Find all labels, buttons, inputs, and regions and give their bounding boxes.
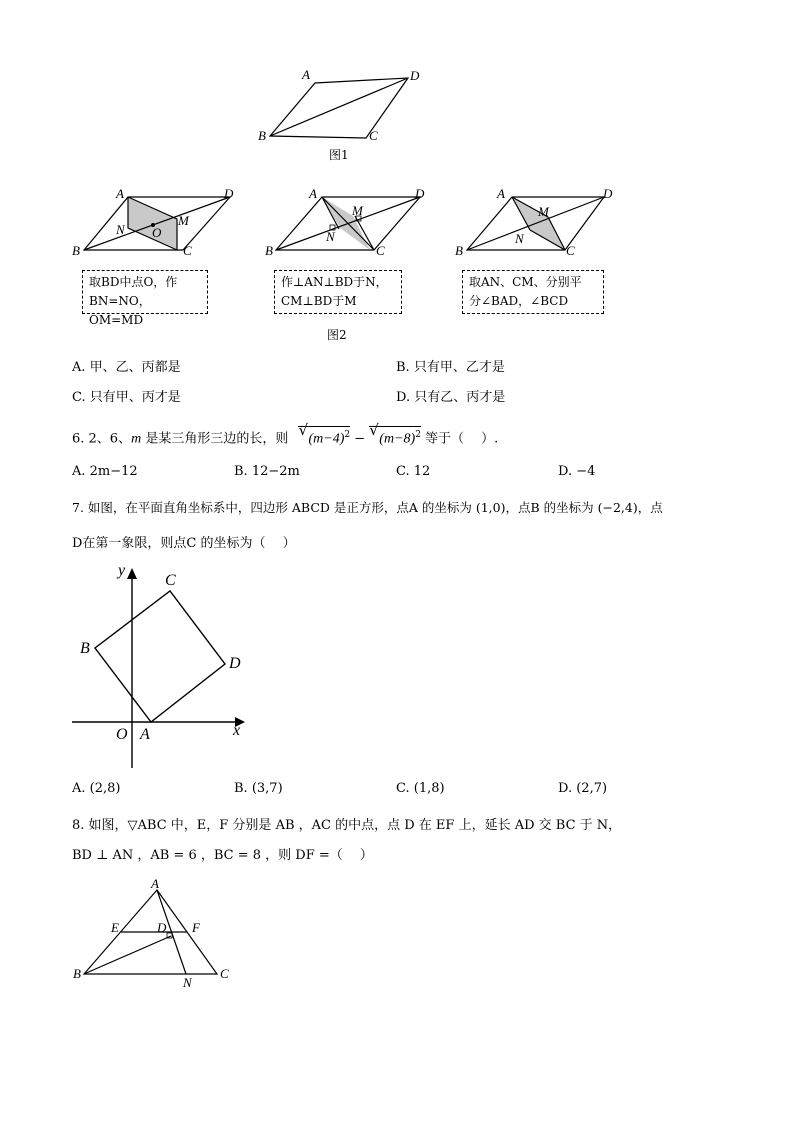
- q7-label-c: C: [165, 572, 176, 589]
- q7-label-b: B: [80, 640, 90, 657]
- fig2-box-bing-line2: 分∠BAD，∠BCD: [469, 294, 569, 308]
- fig2-box-bing-line1: 取AN、CM、分别平: [469, 275, 582, 289]
- q6-minus: −: [354, 431, 366, 447]
- fig2a-label-n: N: [116, 222, 125, 237]
- fig2b-label-d: D: [415, 186, 425, 201]
- fig2-box-jia-line2: BN=NO，OM=MD: [89, 294, 151, 327]
- fig1-label-c: C: [369, 128, 378, 143]
- q6-m: m: [131, 431, 142, 447]
- fig2a-label-m: M: [178, 213, 189, 228]
- fig1-label-a: A: [302, 67, 310, 82]
- q7-option-b: B. (3,7): [234, 781, 283, 796]
- q6-mid: 是某三角形三边的长，则: [141, 431, 289, 447]
- fig2-box-jia-line1: 取BD中点O，作: [89, 275, 178, 289]
- fig2-box-yi-line1: 作⊥AN⊥BD于N，: [281, 275, 388, 289]
- q6-prefix: 6. 2、6、: [72, 431, 132, 447]
- q7-option-a: A. (2,8): [72, 781, 121, 796]
- fig2-box-yi-line2: CM⊥BD于M: [281, 294, 357, 308]
- fig1-label-d: D: [410, 68, 420, 83]
- q8-line2: BD ⊥ AN ，AB = 6 ，BC = 8 ，则 DF =（ ）: [72, 848, 373, 863]
- figure-1-caption: 图1: [329, 148, 349, 162]
- fig1-label-b: B: [258, 128, 266, 143]
- fig2c-label-a: A: [497, 186, 505, 201]
- q8-label-f: F: [192, 920, 200, 935]
- q6-rad1-sq: 2: [344, 430, 351, 440]
- q6-rad2-sq: 2: [415, 430, 421, 440]
- fig2a-label-o: O: [152, 225, 162, 240]
- q8-label-d: D: [157, 920, 167, 935]
- fig2c-label-d: D: [603, 186, 613, 201]
- q7-option-c: C. (1,8): [396, 781, 445, 796]
- fig2c-label-n: N: [515, 231, 524, 246]
- q8-label-a: A: [151, 876, 159, 891]
- fig2b-label-m: M: [352, 203, 363, 218]
- q6-rad1-expr: (m−4): [308, 431, 345, 447]
- q5-option-d: D. 只有乙、丙才是: [396, 390, 506, 405]
- fig2b-label-c: C: [376, 243, 385, 258]
- q7-axis-x-label: x: [233, 722, 241, 739]
- q7-origin-label: O: [116, 726, 128, 743]
- fig2a-label-c: C: [183, 243, 192, 258]
- fig2b-label-a: A: [309, 186, 317, 201]
- q7-option-d: D. (2,7): [558, 781, 608, 796]
- figure-2-caption: 图2: [327, 328, 347, 342]
- q5-option-b: B. 只有甲、乙才是: [396, 360, 505, 375]
- fig2b-label-b: B: [265, 243, 273, 258]
- q5-option-a: A. 甲、乙、丙都是: [72, 360, 181, 375]
- q6-option-a: A. 2m−12: [72, 464, 138, 479]
- q7-line2: D在第一象限，则点C 的坐标为（ ）: [72, 536, 296, 551]
- q6-suffix: 等于（ ）.: [420, 431, 499, 447]
- q8-label-e: E: [111, 920, 119, 935]
- q6-radical-1: √ $(m-4)^2$: [298, 421, 351, 447]
- fig2c-label-b: B: [455, 243, 463, 258]
- fig2a-label-a: A: [116, 186, 124, 201]
- fig2b-label-n: N: [326, 229, 335, 244]
- fig2a-label-b: B: [72, 243, 80, 258]
- fig2c-label-m: M: [538, 204, 549, 219]
- q7-label-d: D: [229, 655, 241, 672]
- fig2c-label-c: C: [566, 243, 575, 258]
- q8-label-n: N: [183, 975, 192, 990]
- q6-radical-2: √ $(m-8)^2$: [369, 421, 421, 447]
- q6-option-b: B. 12−2m: [234, 464, 300, 479]
- q8-label-b: B: [73, 966, 81, 981]
- q6-option-c: C. 12: [396, 464, 431, 479]
- q7-axis-y-label: y: [118, 562, 126, 579]
- q7-label-a: A: [140, 726, 150, 743]
- fig2a-label-d: D: [224, 186, 234, 201]
- q6-rad2-expr: (m−8): [379, 431, 416, 447]
- q6-option-d: D. −4: [558, 464, 596, 479]
- q8-label-c: C: [220, 966, 229, 981]
- q7-line1: 7. 如图，在平面直角坐标系中，四边形 ABCD 是正方形，点A 的坐标为 (1,0)，点B 的坐标为 (−2,4)，点: [72, 500, 663, 515]
- q5-option-c: C. 只有甲、丙才是: [72, 390, 181, 405]
- q8-line1: 8. 如图，▽ABC 中，E，F 分别是 AB ，AC 的中点，点 D 在 EF 上，延长 AD 交 BC 于 N，: [72, 818, 622, 833]
